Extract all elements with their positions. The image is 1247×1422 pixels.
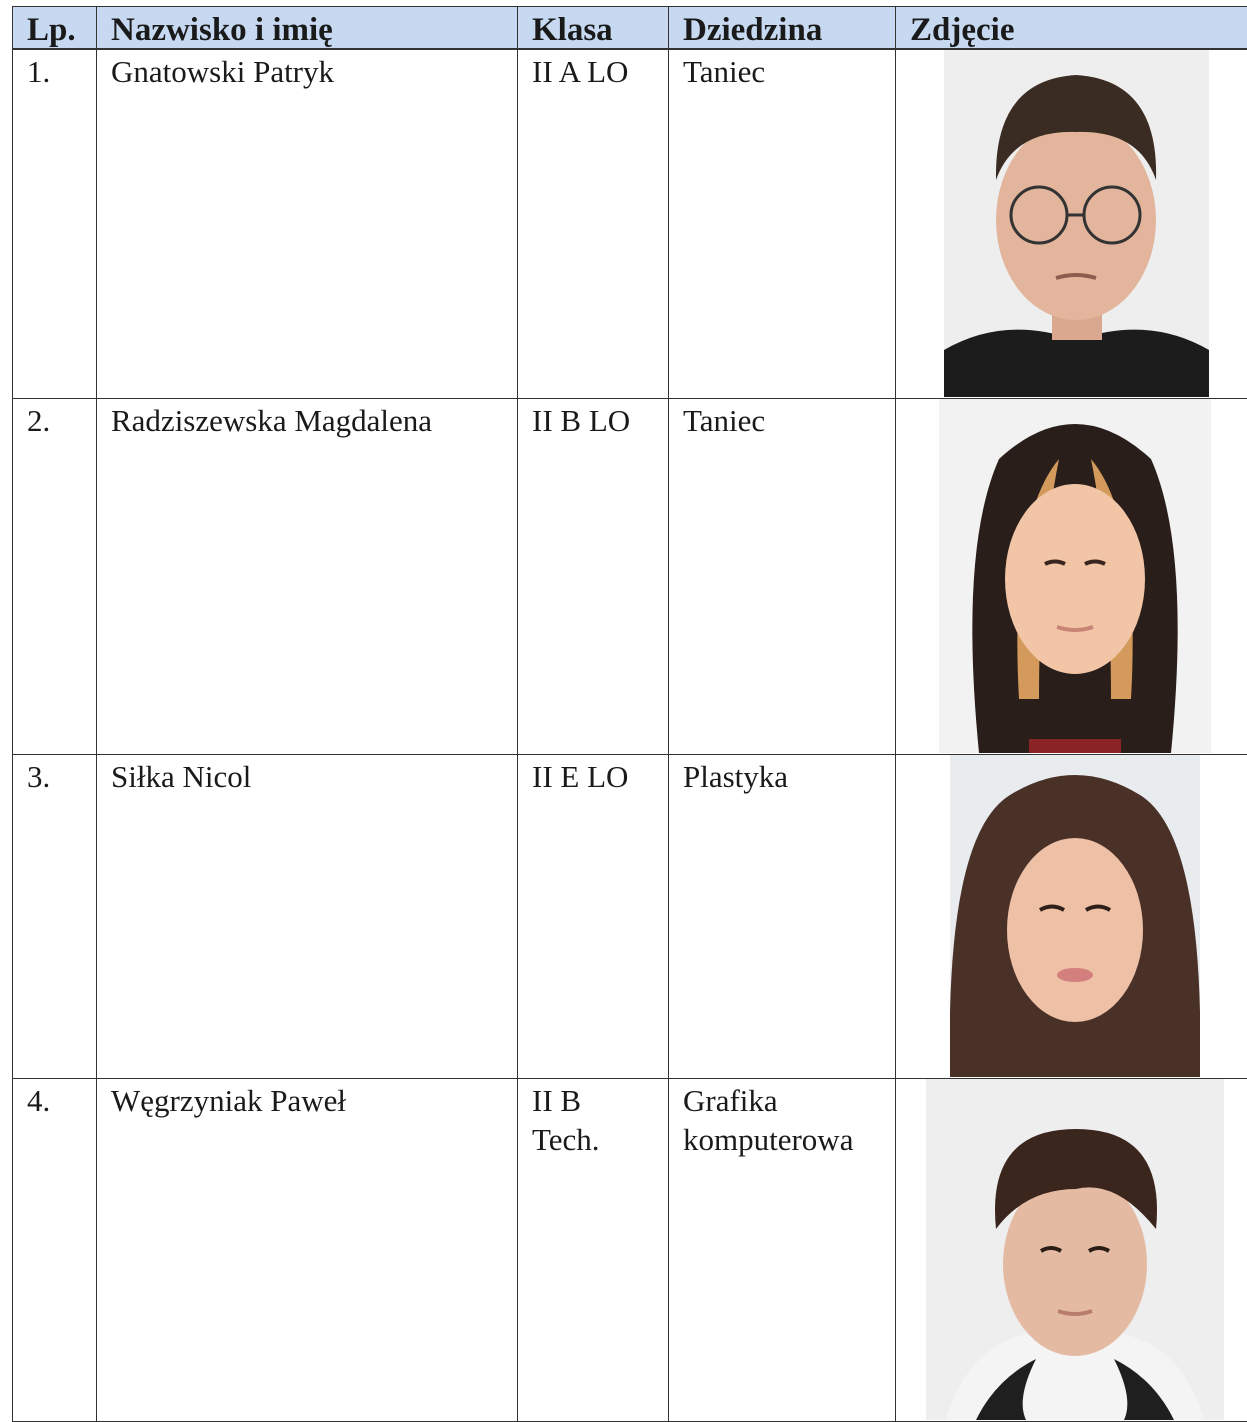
table-row	[13, 755, 1247, 1079]
header-name: Nazwisko i imię	[97, 7, 518, 50]
cell-name: Węgrzyniak Paweł	[97, 1079, 518, 1422]
header-klasa: Klasa	[518, 7, 669, 50]
cell-name: Gnatowski Patryk	[97, 49, 518, 399]
table-row	[13, 399, 1247, 755]
student-photo	[944, 50, 1209, 397]
cell-name: Radziszewska Magdalena	[97, 399, 518, 755]
cell-klasa: II E LO	[518, 755, 669, 1079]
header-zdjecie: Zdjęcie	[896, 7, 1247, 50]
header-row	[13, 7, 1247, 50]
student-photo	[939, 399, 1211, 753]
student-photo	[926, 1079, 1224, 1420]
table-row	[13, 1079, 1247, 1422]
cell-photo	[896, 1079, 1247, 1422]
cell-lp: 3.	[13, 755, 97, 1079]
cell-lp: 1.	[13, 49, 97, 399]
cell-lp: 2.	[13, 399, 97, 755]
cell-dziedzina: Plastyka	[669, 755, 896, 1079]
cell-klasa: II B LO	[518, 399, 669, 755]
cell-dziedzina: Grafika komputerowa	[669, 1079, 896, 1422]
cell-name: Siłka Nicol	[97, 755, 518, 1079]
cell-klasa: II A LO	[518, 49, 669, 399]
cell-photo	[896, 49, 1247, 399]
cell-dziedzina: Taniec	[669, 49, 896, 399]
cell-lp: 4.	[13, 1079, 97, 1422]
table-row	[13, 49, 1247, 399]
cell-photo	[896, 755, 1247, 1079]
cell-photo	[896, 399, 1247, 755]
cell-dziedzina: Taniec	[669, 399, 896, 755]
header-lp: Lp.	[13, 7, 97, 50]
cell-klasa: II B Tech.	[518, 1079, 669, 1422]
student-photo	[950, 755, 1200, 1077]
students-table	[12, 6, 1247, 1422]
header-dziedzina: Dziedzina	[669, 7, 896, 50]
